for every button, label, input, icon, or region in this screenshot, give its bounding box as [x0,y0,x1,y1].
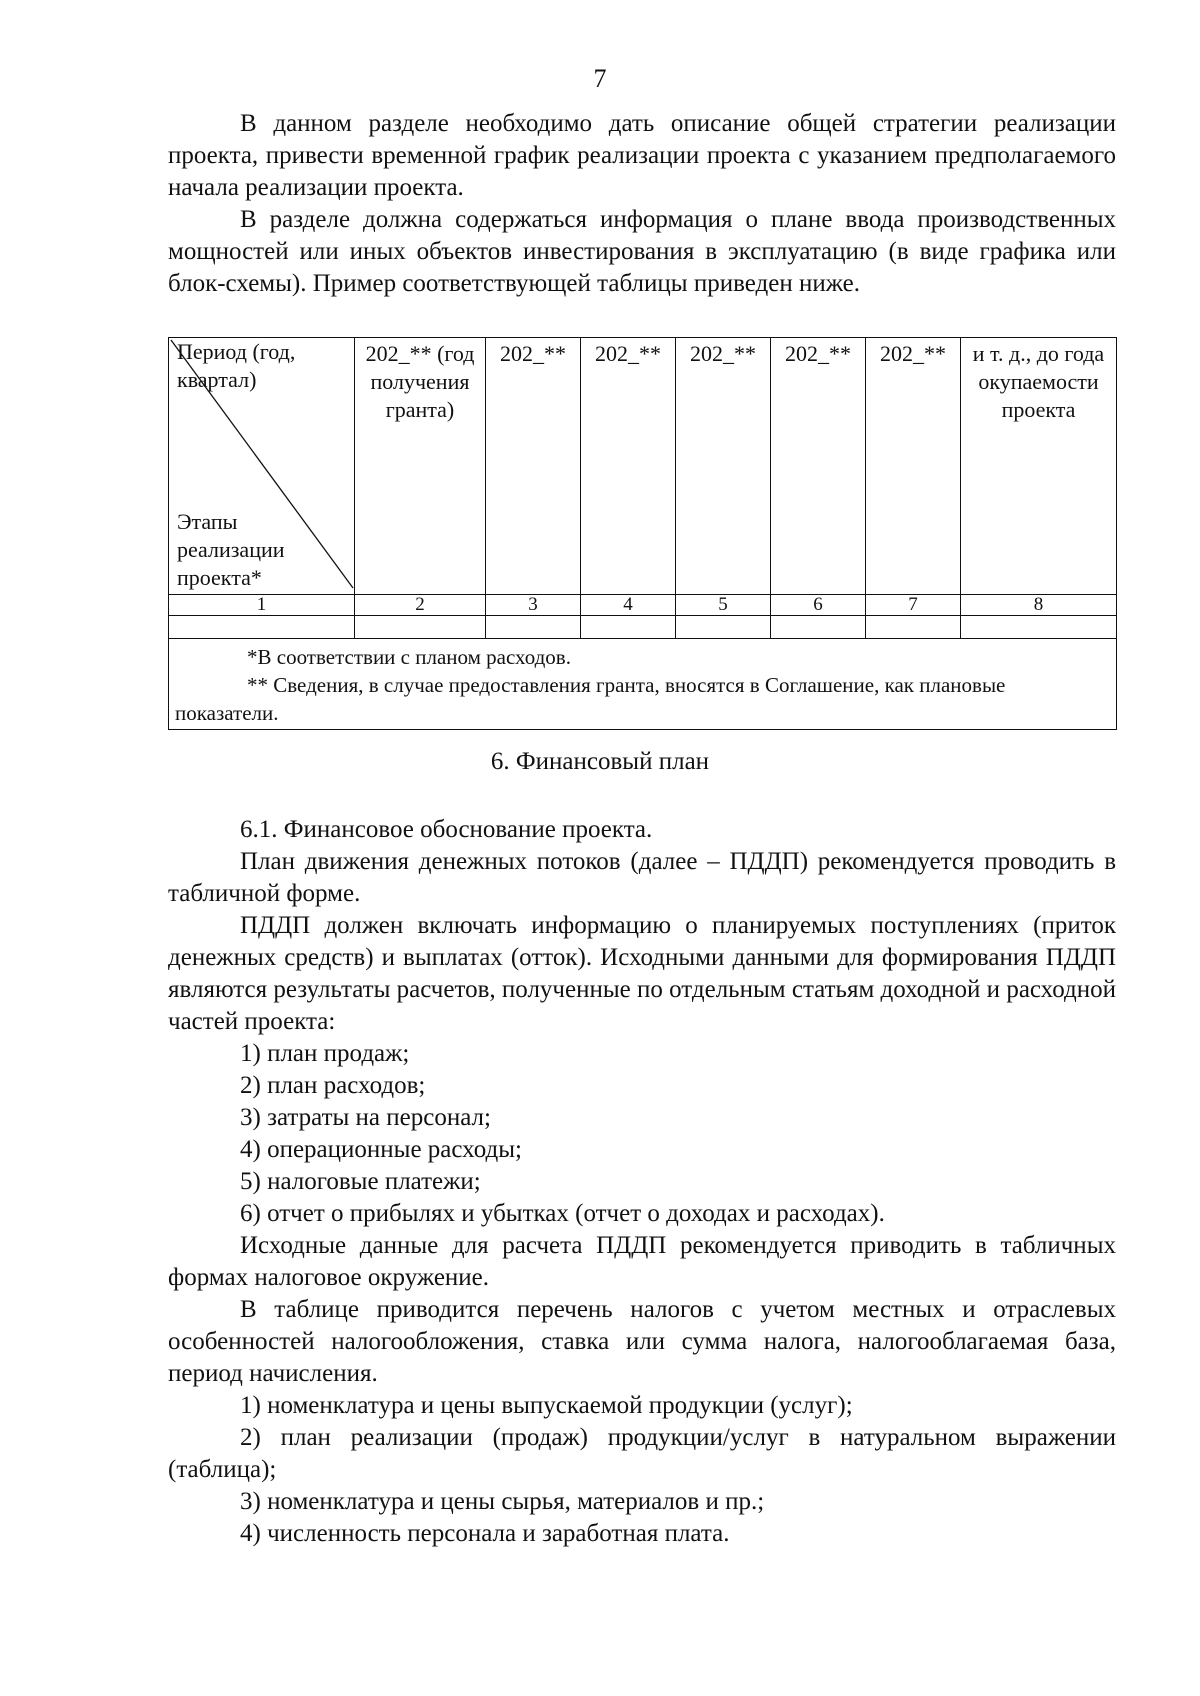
column-number: 3 [486,595,581,616]
corner-header-period: Период (год, квартал) [177,339,296,392]
section-title: 6. Финансовый план [490,748,710,775]
column-header-4: 202_** [581,338,676,595]
table-notes-row [169,639,1117,730]
table-note-2: ** Сведения, в случае предоставления гранта, вносятся в Соглашение, как плановые показатели. [175,673,1006,725]
list-item: 3) затраты на персонал; [240,1104,491,1131]
column-header-7: 202_** [866,338,961,595]
list-item: 1) план продаж; [240,1040,410,1067]
empty-cell [961,616,1117,639]
list-item: 2) план реализации (продаж) продукции/услуг в натуральном выражении (таблица); [168,1424,1116,1483]
empty-cell [355,616,486,639]
table-header-row [169,338,1117,595]
table-note-1: *В соответствии с планом расходов. [247,645,571,669]
column-number-row [169,595,1117,616]
empty-cell [866,616,961,639]
column-number: 1 [169,595,355,616]
column-number: 7 [866,595,961,616]
list-item: 6) отчет о прибылях и убытках (отчет о доходах и расходах). [240,1200,885,1227]
financial-plan-text [168,814,1116,1550]
list-item: 4) операционные расходы; [240,1136,522,1163]
list-item: 4) численность персонала и заработная плата. [240,1520,730,1547]
corner-header-stages: Этапы реализации проекта* [177,509,285,590]
subsection-title: 6.1. Финансовое обоснование проекта. [240,816,653,843]
column-header-3: 202_** [486,338,581,595]
paragraph-cash-flow: План движения денежных потоков (далее – ПДДП) рекомендуется проводить в табличной форме. [168,848,1116,907]
column-number: 8 [961,595,1117,616]
paragraph-tax-table: В таблице приводится перечень налогов с учетом местных и отраслевых особенностей налогообложения, ставка или сумма налога, налогооблагаемая база, период начисления. [168,1296,1116,1387]
empty-cell [169,616,355,639]
empty-data-row [169,616,1117,639]
column-number: 6 [771,595,866,616]
paragraph-source-data: Исходные данные для расчета ПДДП рекомендуется приводить в табличных формах налоговое окружение. [168,1232,1116,1291]
column-header-8: и т. д., до года окупаемости проекта [961,338,1117,595]
list-item: 1) номенклатура и цены выпускаемой продукции (услуг); [240,1392,853,1419]
table-corner-cell [169,338,355,595]
list-item: 5) налоговые платежи; [240,1168,481,1195]
list-item: 3) номенклатура и цены сырья, материалов и пр.; [240,1488,765,1515]
empty-cell [581,616,676,639]
intro-text [168,108,1116,300]
column-number: 4 [581,595,676,616]
intro-paragraph-2: В разделе должна содержаться информация о плане ввода производственных мощностей или иных объектов инвестирования в эксплуатацию (в виде графика или блок-схемы). Пример соответствующей таблицы приведен ниже. [168,206,1116,297]
column-header-2: 202_** (год получения гранта) [355,338,486,595]
table-notes-cell [169,639,1117,730]
column-header-5: 202_** [676,338,771,595]
empty-cell [486,616,581,639]
page-number: 7 [593,64,607,93]
project-stages-table [168,337,1117,730]
empty-cell [771,616,866,639]
column-header-6: 202_** [771,338,866,595]
empty-cell [676,616,771,639]
list-item: 2) план расходов; [240,1072,426,1099]
paragraph-pddp-content: ПДДП должен включать информацию о планируемых поступлениях (приток денежных средств) и выплатах (отток). Исходными данными для формирования ПДДП являются результаты расчетов, полученные по отдельным статьям доходной и расходной частей проекта: [168,912,1116,1035]
column-number: 2 [355,595,486,616]
column-number: 5 [676,595,771,616]
intro-paragraph-1: В данном разделе необходимо дать описание общей стратегии реализации проекта, привести временной график реализации проекта с указанием предполагаемого начала реализации проекта. [168,110,1116,201]
